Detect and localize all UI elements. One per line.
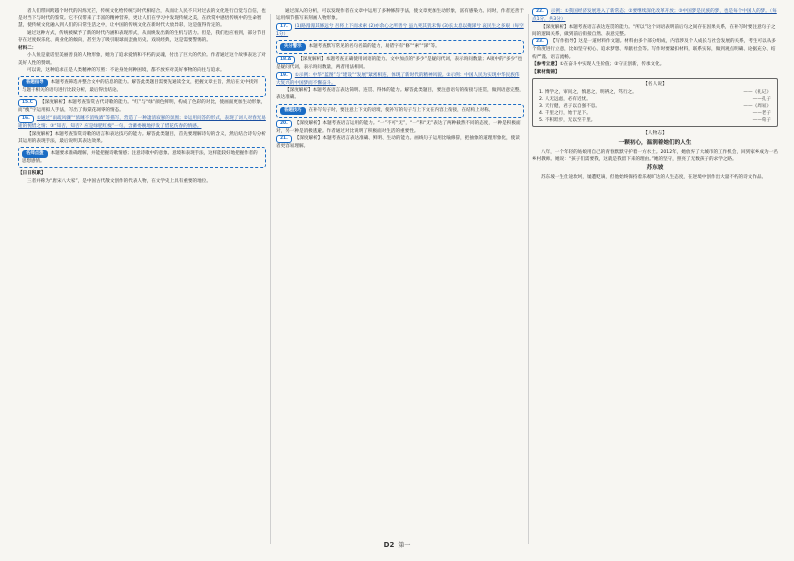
analysis-text: 【深度解析】本题考查语言表达连贯的能力。“所以”这个词语表明前后句之间存在因果关系，在补写时要注意句子之间的逻辑关系，做到前后衔接自然、表意完整。 — [532, 24, 776, 37]
material-label: 【素材集锦】 — [532, 69, 560, 75]
callout-tag: 名师点拨 — [22, 150, 48, 158]
question-number: 16. — [18, 115, 34, 123]
answer-text: (1)路漫漫其修远兮 吾将上下而求索 (2)亦余心之所善兮 虽九死其犹未悔 (3)长太息以掩涕兮 哀民生之多艰（每空1分） — [276, 23, 524, 37]
question-17 — [276, 23, 524, 38]
quote-box — [532, 78, 778, 127]
callout-text: 本题考查筛选并整合文中的信息的能力。解答此类题目需要先通读全文，把握文章主旨，然后在文中找到与题干相关的语句进行比较分析，最后得出结论。 — [22, 80, 258, 94]
callout-tag: 失分警示 — [280, 43, 306, 51]
paragraph: 通过这种方式，传统被赋予了新的时代内涵和表现形式，从而焕发出新的生机与活力。但是，我们也应看到，部分节目存在过度娱乐化、商业化的倾向，甚至为了吸引眼球而歪曲历史、戏说经典，这是需要警惕的。 — [18, 30, 266, 44]
question-16 — [18, 115, 266, 130]
quote-source: ——孔子 — [752, 97, 771, 103]
quote-source: ——《周易》 — [743, 104, 771, 110]
question-22 — [532, 8, 778, 23]
quote-line — [539, 117, 771, 124]
quote-text: 4. 千里之行，始于足下。 — [539, 111, 591, 117]
callout-box — [276, 40, 524, 54]
quote-source: ——《礼记》 — [743, 90, 771, 96]
question-text: 【深度解析】本题考查语言表达准确、鲜明、生动的能力。画线句子运用比喻修辞，把抽象的道理形象化，使读者更容易理解。 — [276, 136, 520, 150]
question-text: 【深度解析】本题考查正确使用词语的能力。文中加点的“多少”是疑问代词，表示询问数量；A项中的“多少”也是疑问代词，表示询问数量，两者用法相同。 — [276, 56, 523, 70]
quote-source: ——老子 — [752, 111, 771, 117]
callout-box — [276, 104, 524, 118]
question-20 — [276, 120, 524, 135]
page-sub: 第一 — [398, 542, 411, 549]
question-number: 21. — [276, 135, 292, 143]
quote-text: 3. 天行健，君子以自强不息。 — [539, 104, 600, 110]
column-left — [18, 8, 266, 544]
story-title: 苏东坡 — [646, 165, 664, 172]
question-number: 18.A — [276, 56, 295, 64]
quote-line — [539, 89, 771, 96]
quote-line — [539, 103, 771, 110]
story-heading: 【人物志】 — [643, 131, 667, 137]
question-number: 22. — [532, 8, 548, 16]
daily-label: 【日日积累】 — [18, 171, 46, 177]
page-number: D2 — [383, 541, 395, 549]
story-text: 八年，一个年轻的姑娘用自己的青春默默守护着一方水土。2012年，她放弃了大城市的工作机会，回到家乡成为一名乡村教师。她说：“孩子们需要我，这就是我留下来的理由。”她的坚守，照亮了无数孩子的求学之路。 — [532, 150, 778, 163]
question-text: 【深度解析】本题考查鉴赏古代诗歌的能力。“红”与“绿”颜色鲜明，构成了色彩的对比，使画面更加生动形象，而“瘦”字运用拟人手法，写出了海棠花凋零的情态。 — [18, 100, 266, 114]
analysis-text: 【深度解析】本题考查语言表达简明、连贯、得体的能力。解答此类题目，要注意语句的衔接与连贯，做到语意完整，表达准确。 — [276, 88, 524, 101]
question-15 — [18, 99, 266, 114]
answer-text: ①示例：中华“蓝图”与“建设”“发展”紧密相连，体现了新时代的精神风貌。②示例：中国人民为实现中华民族伟大复兴的中国梦而不懈奋斗。 — [276, 72, 520, 86]
question-number: 15.C — [18, 99, 37, 107]
story-title: 一颗初心，温润着她们的人生 — [618, 140, 692, 147]
question-number: 19. — [276, 72, 292, 80]
quote-line — [539, 96, 771, 103]
quote-line — [539, 110, 771, 117]
column-divider — [270, 14, 271, 544]
question-number: 23. — [532, 38, 548, 46]
column-middle — [276, 8, 524, 544]
question-text: 【写作指导】这是一道材料作文题。材料由多个部分组成，内容涉及个人成长与社会发展的关系，考生可以从多个角度进行立意，比如坚守初心、追求梦想、奉献社会等。写作时要紧扣材料，联系实际，做到观点明确、论据充分、结构严谨、语言流畅。 — [532, 39, 776, 60]
story-text: 苏东坡一生仕途坎坷，屡遭贬谪，但他始终保持着乐观旷达的人生态度，在逆境中创作出大量不朽的诗文作品。 — [541, 175, 767, 181]
paragraph: 者人们带回跨越个时代的闪烁光芒，传统文化给传统与时代相结合，从而让人民不只对过去的文化进行自觉与自信，也是对当下与时代的鉴赏。它不仅带来了丰富的精神营养，更让人们在学习中发现传统之美，在欣赏中感悟传统中的生命智慧，使传统文化融入到人们的日常生活之中，让中国的传统文化在新时代大放异彩，这是值得肯定的。 — [18, 9, 266, 29]
callout-box — [18, 76, 266, 97]
question-23 — [532, 38, 778, 60]
question-number: 17. — [276, 23, 292, 31]
callout-tag: 答题技巧 — [280, 107, 306, 115]
question-19 — [276, 72, 524, 87]
question-18 — [276, 56, 524, 71]
page — [18, 8, 778, 548]
quote-text: 5. 不积跬步，无以至千里。 — [539, 118, 596, 124]
reference-idea — [532, 61, 778, 68]
quote-text: 1. 博学之，审问之，慎思之，明辨之，笃行之。 — [539, 90, 637, 96]
answer-text: 示例：①我国经济发展进入了新常态；②要继续深化改革开放；③中国梦是民族的梦，也是每个中国人的梦。（每点1分，共3分） — [532, 9, 777, 22]
daily-text: 三者并称为“唐宋八大家”，是中国古代散文创作的代表人物，在文学史上具有重要的地位。 — [27, 178, 211, 184]
paragraph: 可以说，这种追求正是人类精神的写照：不论身处何种困境，都不放弃对美好事物的向往与追求。 — [27, 68, 225, 74]
column-right — [532, 8, 778, 544]
question-21 — [276, 135, 524, 150]
reference-text: ①在奋斗中实现人生价值；②守正创新，传承文化。 — [559, 62, 665, 68]
callout-tag: 答题指导 — [22, 79, 48, 87]
material-label: 材料二： — [18, 45, 37, 51]
answer-text: ①通过“雨疏风骤”“浓睡不消残酒”等描写，营造了一种凄清寂寥的氛围；②运用问答的形式，表现了词人对春光易逝的惋惜之情；③“知否，知否？应是绿肥红瘦”一句，含蓄委婉地抒发了惜花伤春的情感。 — [18, 116, 266, 130]
callout-box — [18, 147, 266, 168]
paragraph: 通过深入的分析，可以发现作者在文章中运用了多种修辞手法，使文章更加生动形象，富有感染力。同时，作者还善于运用细节描写来刻画人物形象。 — [276, 9, 524, 22]
callout-text: 本题考查默写常见的名句名篇的能力，易错字有“修”“索”“涕”等。 — [308, 43, 440, 49]
callout-text: 本题要求准确理解，并能把握诗歌情感；注意诗歌中的意象、意境和表现手法，这样能较好地把握作者的思想感情。 — [22, 151, 258, 165]
column-divider — [528, 14, 529, 544]
question-number: 20. — [276, 120, 292, 128]
page-footer — [0, 540, 794, 551]
quote-text: 2. 人无远虑，必有近忧。 — [539, 97, 591, 103]
reference-label: 【参考立意】 — [532, 62, 560, 68]
question-text: 【深度解析】本题考查语言运用的能力。“一”不可“无”，“一”和“无”表达了两种截然不同的态度，一种是积极面对，另一种是消极逃避。作者通过对比说明了积极面对生活的重要性。 — [276, 120, 521, 134]
analysis-text: 【深度解析】本题考查鉴赏诗歌的语言和表达技巧的能力。解答此类题目，首先要理解诗句的含义，然后结合诗句分析其运用的表现手法，最后说明其表达效果。 — [18, 131, 266, 144]
quote-heading: 【名人说】 — [643, 82, 667, 88]
quote-source: ——荀子 — [752, 118, 771, 124]
paragraph: 小人鱼是童话里美丽善良的人物形象，她为了追求爱情和不朽的灵魂，付出了巨大的代价。作者通过这个故事表达了对美好人性的赞颂。 — [18, 53, 266, 66]
callout-text: 在补写句子时，要注意上下文的语境，使补写的句子与上下文在内容上衔接，在结构上对称。 — [308, 107, 494, 113]
